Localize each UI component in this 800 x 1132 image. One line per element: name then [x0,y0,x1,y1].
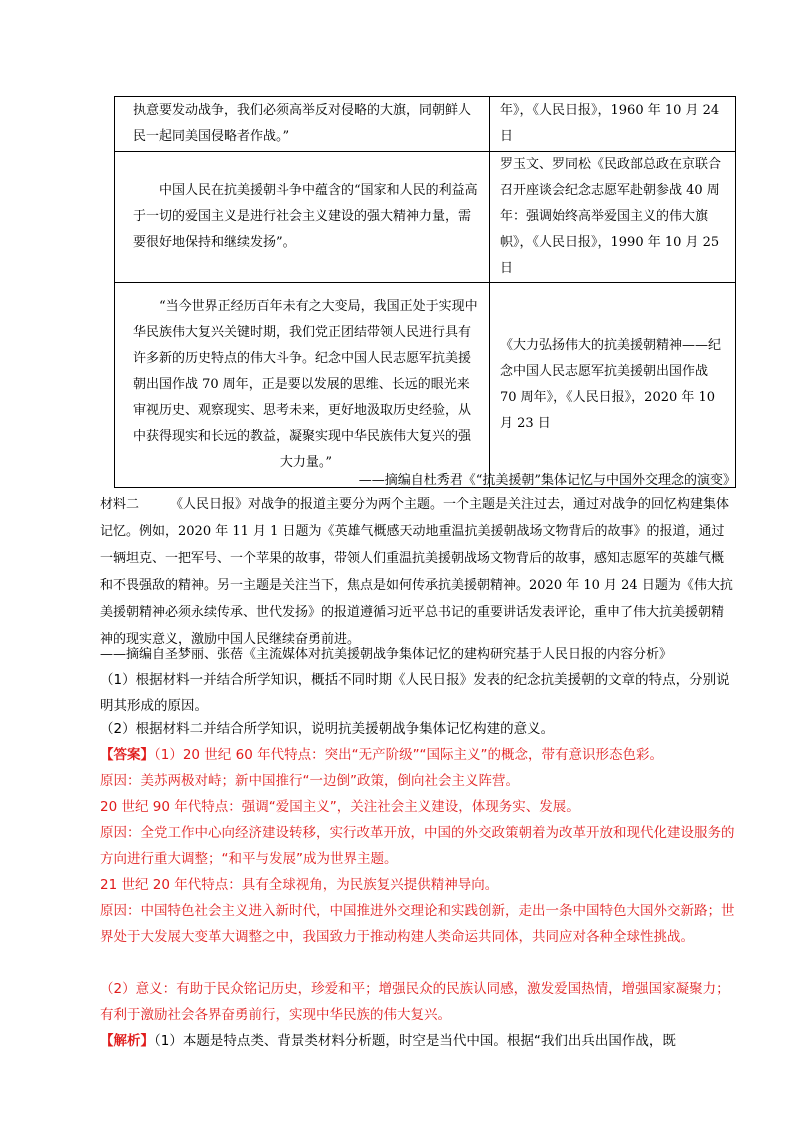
quote-text: 中国人民在抗美援朝斗争中蕴含的“国家和人民的利益高于一切的爱国主义是进行社会主义建设的强大精神力量，需要很好地保持和继续发扬”。 [133,183,478,250]
source-text: 年》，《人民日报》，1960 年 10 月 24 日 [500,103,720,144]
material2-label: 材料二 [100,497,140,512]
answer-line-7: （2）意义：有助于民众铭记历史，珍爱和平；增强民众的民族认同感，激发爱国热情，增强国家凝聚力；有利于激励社会各界奋勇前行，实现中华民族的伟大复兴。 [100,981,730,1023]
material2-credit: ——摘编自圣梦丽、张蓓《主流媒体对抗美援朝战争集体记忆的建构研究基于人民日报的内容分析》 [100,647,673,662]
answer-line-3: 20 世纪 90 年代特点：强调“爱国主义”，关注社会主义建设，体现务实、发展。 [100,799,580,815]
answer-text: （1）20 世纪 60 年代特点：突出“无产阶级”“国际主义”的概念，带有意识形态色彩。 [154,747,664,763]
source-text: 《大力弘扬伟大的抗美援朝精神——纪念中国人民志愿军抗美援朝出国作战 70 周年》，《人民日报》，2020 年 10 月 23 日 [500,338,722,431]
quote-text: “当今世界正经历百年未有之大变局，我国正处于实现中华民族伟大复兴关键时期，我们党正团结带领人民进行具有许多新的历史特点的伟大斗争。纪念中国人民志愿军抗美援朝出国作战 70 周年，正是要以发展的思维、长远的眼光来审视历史、观察现实、思考未来，更好地汲取历史经验，从中获得现实和长远的教益，凝聚实现中华民族伟大复兴的强 [133,299,478,444]
material2-text: 《人民日报》对战争的报道主要分为两个主题。一个主题是关注过去，通过对战争的回忆构建集体记忆。例如，2020 年 11 月 1 日题为《英雄气概感天动地重温抗美援朝战场文物背后的故事》的报道，通过一辆坦克、一把军号、一个苹果的故事，带领人们重温抗美援朝战场文物背后的故事，感知志愿军的英雄气概和不畏强敌的精神。另一主题是关注当下，焦点是如何传承抗美援朝精神。2020 年 10 月 24 日题为《伟大抗美援朝精神必须永续传承、世代发扬》的报道遵循习近平总书记的重要讲话发表评论，重申了伟大抗美援朝精神的现实意义，激励中国人民继续奋勇前进。 [100,497,733,647]
table-cell-source [490,283,736,488]
source-table [114,96,736,488]
question-2: （2）根据材料二并结合所学知识，说明抗美援朝战争集体记忆构建的意义。 [100,721,555,737]
source-text: 罗玉文、罗同松《民政部总政在京联合召开座谈会纪念志愿军赴朝参战 40 周年：强调始终高举爱国主义的伟大旗帜》，《人民日报》，1990 年 10 月 25 日 [500,157,722,276]
table-cell-source [490,152,736,283]
answer-line-4: 原因：全党工作中心向经济建设转移，实行改革开放，中国的外交政策朝着为改革开放和现代化建设服务的方向进行重大调整；“和平与发展”成为世界主题。 [100,825,735,867]
question-1: （1）根据材料一并结合所学知识，概括不同时期《人民日报》发表的纪念抗美援朝的文章的特点，分别说明其形成的原因。 [100,672,730,714]
answer-tag: 【答案】 [100,747,154,763]
table-row [115,97,736,152]
material2-paragraph [100,491,736,653]
answer-line-1 [100,742,736,768]
answer-line-5: 21 世纪 20 年代特点：具有全球视角，为民族复兴提供精神导向。 [100,877,499,893]
table-cell-quote [115,283,490,488]
quote-text: 执意要发动战争，我们必须高举反对侵略的大旗，同朝鲜人民一起同美国侵略者作战。” [133,103,472,144]
quote-text-tail: 大力量。” [279,455,333,470]
analysis-line [100,1028,736,1054]
analysis-text: （1）本题是特点类、背景类材料分析题，时空是当代中国。根据“我们出兵出国作战，既 [154,1033,676,1049]
answer-line-2: 原因：美苏两极对峙；新中国推行“一边倒”政策，倒向社会主义阵营。 [100,773,519,789]
table-cell-quote [115,97,490,152]
table-cell-quote [115,152,490,283]
table-row [115,152,736,283]
material1-credit: ——摘编自杜秀君《“抗美援朝”集体记忆与中国外交理念的演变》 [358,473,736,488]
table-row [115,283,736,488]
analysis-tag: 【解析】 [100,1033,154,1049]
answer-line-6: 原因：中国特色社会主义进入新时代，中国推进外交理论和实践创新，走出一条中国特色大国外交新路；世界处于大发展大变革大调整之中，我国致力于推动构建人类命运共同体，共同应对各种全球性挑战。 [100,903,735,945]
table-cell-source [490,97,736,152]
